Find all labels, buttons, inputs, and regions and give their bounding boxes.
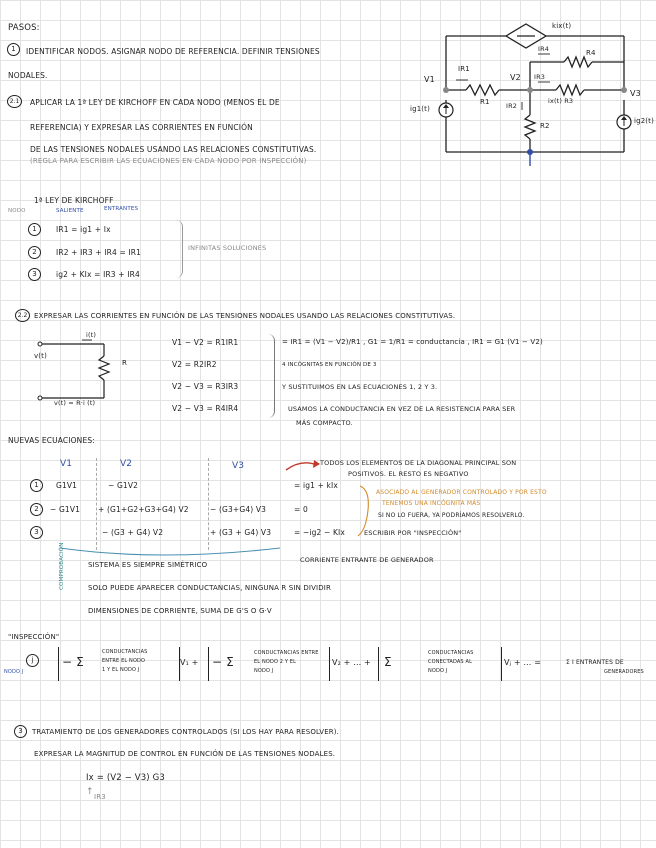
nuevas-row-1-c1: G1V1: [56, 481, 78, 490]
nuevas-row-2-c3: − (G3+G4) V3: [210, 505, 267, 514]
kirchhoff-brace: [176, 220, 183, 278]
kirchhoff-row-1-num: 1: [28, 223, 41, 236]
check-2: SOLO PUEDE APARECER CONDUCTANCIAS, NINGUNA R SIN DIVIDIR: [88, 584, 332, 592]
resistor-r: R: [122, 359, 128, 367]
step1-text: IDENTIFICAR NODOS. ASIGNAR NODO DE REFERENCIA. DEFINIR TENSIONES: [26, 47, 320, 56]
nuevas-title: NUEVAS ECUACIONES:: [8, 436, 95, 445]
step1-number: 1: [7, 43, 20, 56]
nuevas-head-v1: V1: [60, 459, 73, 469]
nuevas-row-2-num: 2: [30, 503, 43, 516]
insp-t2a: CONDUCTANCIAS ENTRE: [254, 650, 319, 656]
col-entrante: ENTRANTES: [104, 206, 139, 212]
step21-note: (REGLA PARA ESCRIBIR LAS ECUACIONES EN CADA NODO POR INSPECCIÓN): [30, 157, 307, 165]
check-3: DIMENSIONES DE CORRIENTE, SUMA DE G'S O G·V: [88, 607, 272, 615]
sigma-3: Σ: [384, 655, 392, 669]
insp-t1c: 1 Y EL NODO J: [102, 667, 140, 673]
step22-result: = IR1 = (V1 − V2)/R1 , G1 = 1/R1 = conductancia , IR1 = G1 (V1 − V2): [282, 338, 543, 346]
page-title: PASOS:: [8, 23, 40, 33]
step22-brace: [268, 334, 275, 418]
circuit-label-r4: R4: [586, 49, 596, 57]
circuit-label-v1: V1: [424, 75, 435, 84]
kirchhoff-title: 1ª LEY DE KIRCHOFF: [34, 196, 114, 205]
nuevas-row-3-num: 3: [30, 526, 43, 539]
step22-eq-1: V1 − V2 = R1IR1: [172, 338, 239, 347]
insp-vj: Vⱼ + … =: [504, 658, 542, 667]
circuit-diagram: [406, 10, 656, 170]
step21-text: APLICAR LA 1ª LEY DE KIRCHOFF EN CADA NODO (MENOS EL DE: [30, 98, 280, 107]
nuevas-row-1-c2: − G1V2: [108, 481, 139, 490]
nuevas-head-v3: V3: [232, 461, 245, 471]
kirchhoff-note: INFINITAS SOLUCIONES: [188, 244, 267, 252]
divider-2: [208, 458, 209, 550]
insp-t3a: CONDUCTANCIAS: [428, 650, 474, 656]
check-1: SISTEMA ES SIEMPRE SIMÉTRICO: [88, 561, 208, 569]
step22-number: 2.2: [15, 309, 30, 322]
insp-end1: Σ I ENTRANTES DE: [566, 659, 624, 666]
circuit-label-kix: kix(t): [552, 22, 572, 30]
insp-t3b: CONECTADAS AL: [428, 659, 473, 665]
inspeccion-num: j: [26, 654, 39, 667]
resistor-i: i(t): [86, 331, 97, 339]
circuit-label-ig2: ig2(t): [634, 117, 654, 125]
resistor-v: v(t): [34, 352, 47, 360]
nuevas-row-3-c3: + (G3 + G4) V3: [210, 528, 272, 537]
inspeccion-nodo: NODO J: [4, 669, 24, 675]
insp-t2c: NODO J: [254, 668, 274, 674]
circuit-label-v3: V3: [630, 89, 641, 98]
kirchhoff-row-3-eq: ig2 + KIx = IR3 + IR4: [56, 270, 140, 279]
nuevas-row-3-c2: − (G3 + G4) V2: [102, 528, 164, 537]
nuevas-row-2-c1: − G1V1: [50, 505, 81, 514]
kirchhoff-row-3-num: 3: [28, 268, 41, 281]
kirchhoff-row-2-eq: IR2 + IR3 + IR4 = IR1: [56, 248, 142, 257]
insp-t1b: ENTRE EL NODO: [102, 658, 146, 664]
side-note-1: ASOCIADO AL GENERADOR CONTROLADO Y POR ESTO: [376, 489, 547, 496]
circuit-label-ir4: IR4: [538, 45, 550, 53]
col-nodo: NODO: [8, 208, 26, 214]
step22-note3a: USAMOS LA CONDUCTANCIA EN VEZ DE LA RESISTENCIA PARA SER: [288, 405, 516, 413]
insp-t2b: EL NODO 2 Y EL: [254, 659, 297, 665]
insp-end2: GENERADORES: [604, 669, 644, 675]
insp-v1: V₁ +: [180, 658, 199, 667]
step21-text-3: DE LAS TENSIONES NODALES USANDO LAS RELACIONES CONSTITUTIVAS.: [30, 145, 317, 154]
insp-t3c: NODO J: [428, 668, 448, 674]
circuit-label-v2: V2: [510, 73, 521, 82]
escribir-note: ESCRIBIR POR "INSPECCIÓN": [364, 529, 462, 537]
step3-arrow: ↑: [86, 787, 94, 797]
resistor-law: v(t) = R·i (t): [54, 399, 96, 407]
step22-eq-2: V2 = R2IR2: [172, 360, 217, 369]
circuit-label-ixr3: ix(t) R3: [548, 97, 574, 105]
kirchhoff-row-2-num: 2: [28, 246, 41, 259]
step22-text: EXPRESAR LAS CORRIENTES EN FUNCIÓN DE LAS TENSIONES NODALES USANDO LAS RELACIONES CONSTITUTIVAS.: [34, 312, 456, 320]
circuit-label-ir3: IR3: [534, 73, 546, 81]
step21-number: 2.1: [7, 95, 22, 108]
nuevas-row-2-rhs: = 0: [294, 505, 308, 514]
circuit-label-ir1: IR1: [458, 65, 470, 73]
arrow-note-1: TODOS LOS ELEMENTOS DE LA DIAGONAL PRINCIPAL SON: [320, 459, 517, 467]
insp-v2: V₂ + … +: [332, 658, 371, 667]
step3-text: TRATAMIENTO DE LOS GENERADORES CONTROLADOS (SI LOS HAY PARA RESOLVER).: [32, 728, 340, 736]
nuevas-row-2-c2: + (G1+G2+G3+G4) V2: [98, 505, 189, 514]
step3-number: 3: [14, 725, 27, 738]
corriente-note: CORRIENTE ENTRANTE DE GENERADOR: [300, 556, 434, 564]
arrow-note-2: POSITIVOS. EL RESTO ES NEGATIVO: [348, 470, 469, 478]
side-note-2: TENEMOS UNA INCÓGNITA MÁS: [382, 500, 481, 507]
step3-ref: IR3: [94, 793, 106, 801]
step3-eq: Ix = (V2 − V3) G3: [86, 773, 165, 783]
nuevas-row-1-num: 1: [30, 479, 43, 492]
side-note-3: SI NO LO FUERA, YA PODRÍAMOS RESOLVERLO.: [378, 512, 525, 519]
divider-1: [96, 458, 97, 550]
circuit-svg: [406, 10, 656, 170]
circuit-label-r1: R1: [480, 98, 490, 106]
step22-eq-4: V2 − V3 = R4IR4: [172, 404, 239, 413]
inspeccion-title: "INSPECCIÓN": [8, 633, 60, 641]
step22-note3b: MÁS COMPACTO.: [296, 419, 353, 427]
sigma-2: − Σ: [212, 655, 234, 669]
sigma-1: − Σ: [62, 655, 84, 669]
step3-sub: EXPRESAR LA MAGNITUD DE CONTROL EN FUNCIÓN DE LAS TENSIONES NODALES.: [34, 750, 336, 758]
nuevas-row-3-rhs: = −ig2 − KIx: [294, 528, 345, 537]
nuevas-row-1-rhs: = ig1 + kIx: [294, 481, 338, 490]
step21-text-2: REFERENCIA) Y EXPRESAR LAS CORRIENTES EN FUNCIÓN: [30, 123, 253, 132]
circuit-label-r2: R2: [540, 122, 550, 130]
step1-text-2: NODALES.: [8, 71, 48, 80]
step22-eq-3: V2 − V3 = R3IR3: [172, 382, 239, 391]
col-saliente: SALIENTE: [56, 208, 84, 214]
circuit-label-ir2: IR2: [506, 102, 518, 110]
circuit-label-ig1: ig1(t): [410, 105, 430, 113]
step22-note1: 4 INCÓGNITAS EN FUNCIÓN DE 3: [282, 362, 377, 368]
kirchhoff-row-1-eq: IR1 = ig1 + Ix: [56, 225, 111, 234]
step22-note2: Y SUSTITUIMOS EN LAS ECUACIONES 1, 2 Y 3.: [282, 383, 438, 391]
insp-t1a: CONDUCTANCIAS: [102, 649, 148, 655]
comprobacion-label: COMPROBACIÓN: [59, 542, 65, 590]
nuevas-head-v2: V2: [120, 459, 133, 469]
